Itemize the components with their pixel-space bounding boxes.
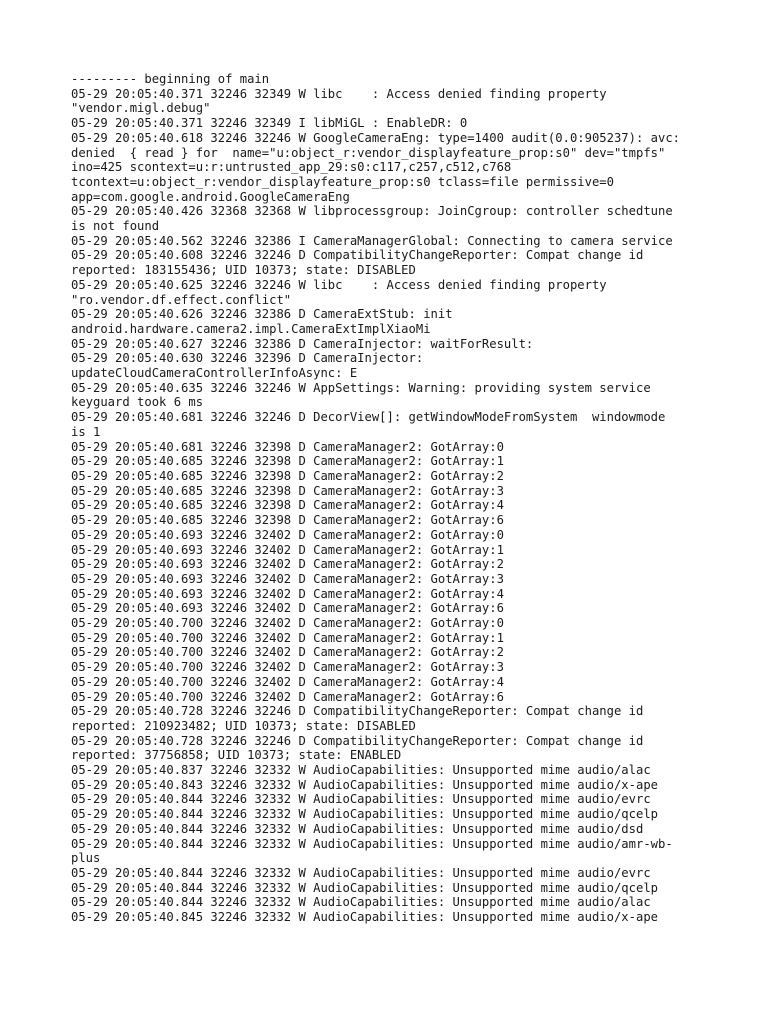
- log-line: 05-29 20:05:40.630 32246 32396 D CameraInjector:: [71, 351, 424, 366]
- log-line: 05-29 20:05:40.693 32246 32402 D CameraManager2: GotArray:6: [71, 601, 504, 616]
- log-line: ino=425 scontext=u:r:untrusted_app_29:s0:c117,c257,c512,c768: [71, 160, 512, 175]
- log-line: 05-29 20:05:40.693 32246 32402 D CameraManager2: GotArray:4: [71, 586, 504, 601]
- log-line: 05-29 20:05:40.627 32246 32386 D CameraInjector: waitForResult:: [71, 336, 534, 351]
- log-line: reported: 210923482; UID 10373; state: DISABLED: [71, 718, 416, 733]
- log-line: 05-29 20:05:40.626 32246 32386 D CameraExtStub: init: [71, 307, 453, 322]
- log-line: denied { read } for name="u:object_r:vendor_displayfeature_prop:s0" dev="tmpfs": [71, 145, 666, 160]
- log-line: 05-29 20:05:40.843 32246 32332 W AudioCapabilities: Unsupported mime audio/x-ape: [71, 777, 658, 792]
- log-line: 05-29 20:05:40.681 32246 32246 D DecorView[]: getWindowModeFromSystem windowmode: [71, 410, 666, 425]
- log-line: 05-29 20:05:40.618 32246 32246 W GoogleCameraEng: type=1400 audit(0.0:905237): avc:: [71, 130, 681, 145]
- log-line: 05-29 20:05:40.685 32246 32398 D CameraManager2: GotArray:3: [71, 483, 504, 498]
- log-line: 05-29 20:05:40.681 32246 32398 D CameraManager2: GotArray:0: [71, 439, 504, 454]
- log-line: 05-29 20:05:40.700 32246 32402 D CameraManager2: GotArray:4: [71, 674, 504, 689]
- log-line: 05-29 20:05:40.844 32246 32332 W AudioCapabilities: Unsupported mime audio/qcelp: [71, 880, 658, 895]
- log-line: "ro.vendor.df.effect.conflict": [71, 292, 292, 307]
- log-line: 05-29 20:05:40.693 32246 32402 D CameraManager2: GotArray:1: [71, 542, 504, 557]
- log-line: 05-29 20:05:40.844 32246 32332 W AudioCapabilities: Unsupported mime audio/amr-wb-: [71, 836, 673, 851]
- log-line: 05-29 20:05:40.635 32246 32246 W AppSettings: Warning: providing system service: [71, 380, 651, 395]
- log-line: 05-29 20:05:40.625 32246 32246 W libc : Access denied finding property: [71, 277, 607, 292]
- log-line: 05-29 20:05:40.693 32246 32402 D CameraManager2: GotArray:0: [71, 527, 504, 542]
- log-line: 05-29 20:05:40.844 32246 32332 W AudioCapabilities: Unsupported mime audio/dsd: [71, 821, 644, 836]
- log-line: is not found: [71, 219, 160, 234]
- log-line: 05-29 20:05:40.685 32246 32398 D CameraManager2: GotArray:4: [71, 498, 504, 513]
- log-line: app=com.google.android.GoogleCameraEng: [71, 189, 350, 204]
- log-line: reported: 183155436; UID 10373; state: DISABLED: [71, 263, 416, 278]
- log-line: updateCloudCameraControllerInfoAsync: E: [71, 366, 358, 381]
- log-line: 05-29 20:05:40.728 32246 32246 D CompatibilityChangeReporter: Compat change id: [71, 733, 644, 748]
- log-line: 05-29 20:05:40.700 32246 32402 D CameraManager2: GotArray:0: [71, 616, 504, 631]
- log-output: [71, 72, 711, 925]
- log-line: 05-29 20:05:40.844 32246 32332 W AudioCapabilities: Unsupported mime audio/alac: [71, 895, 651, 910]
- log-line: 05-29 20:05:40.371 32246 32349 I libMiGL : EnableDR: 0: [71, 116, 468, 131]
- log-line: 05-29 20:05:40.685 32246 32398 D CameraManager2: GotArray:6: [71, 513, 504, 528]
- log-line: "vendor.migl.debug": [71, 101, 211, 116]
- log-line: android.hardware.camera2.impl.CameraExtImplXiaoMi: [71, 321, 431, 336]
- log-line: 05-29 20:05:40.693 32246 32402 D CameraManager2: GotArray:3: [71, 571, 504, 586]
- log-line: 05-29 20:05:40.728 32246 32246 D CompatibilityChangeReporter: Compat change id: [71, 704, 644, 719]
- log-line: 05-29 20:05:40.426 32368 32368 W libprocessgroup: JoinCgroup: controller schedtune: [71, 204, 673, 219]
- log-line: 05-29 20:05:40.562 32246 32386 I CameraManagerGlobal: Connecting to camera service: [71, 233, 673, 248]
- log-line: 05-29 20:05:40.608 32246 32246 D CompatibilityChangeReporter: Compat change id: [71, 248, 644, 263]
- log-line: 05-29 20:05:40.700 32246 32402 D CameraManager2: GotArray:3: [71, 660, 504, 675]
- log-line: 05-29 20:05:40.685 32246 32398 D CameraManager2: GotArray:1: [71, 454, 504, 469]
- log-line: 05-29 20:05:40.700 32246 32402 D CameraManager2: GotArray:2: [71, 645, 504, 660]
- log-line: --------- beginning of main: [71, 72, 270, 86]
- log-line: 05-29 20:05:40.845 32246 32332 W AudioCapabilities: Unsupported mime audio/x-ape: [71, 910, 658, 925]
- log-line: tcontext=u:object_r:vendor_displayfeature_prop:s0 tclass=file permissive=0: [71, 174, 614, 189]
- log-line: 05-29 20:05:40.844 32246 32332 W AudioCapabilities: Unsupported mime audio/qcelp: [71, 807, 658, 822]
- log-line: 05-29 20:05:40.844 32246 32332 W AudioCapabilities: Unsupported mime audio/evrc: [71, 865, 651, 880]
- log-line: 05-29 20:05:40.693 32246 32402 D CameraManager2: GotArray:2: [71, 557, 504, 572]
- log-line: is 1: [71, 424, 101, 439]
- log-line: reported: 37756858; UID 10373; state: ENABLED: [71, 748, 402, 763]
- log-line: 05-29 20:05:40.685 32246 32398 D CameraManager2: GotArray:2: [71, 468, 504, 483]
- log-line: 05-29 20:05:40.700 32246 32402 D CameraManager2: GotArray:6: [71, 689, 504, 704]
- log-line: 05-29 20:05:40.371 32246 32349 W libc : Access denied finding property: [71, 86, 607, 101]
- log-line: 05-29 20:05:40.844 32246 32332 W AudioCapabilities: Unsupported mime audio/evrc: [71, 792, 651, 807]
- log-line: plus: [71, 851, 101, 866]
- log-line: 05-29 20:05:40.837 32246 32332 W AudioCapabilities: Unsupported mime audio/alac: [71, 763, 651, 778]
- log-line: 05-29 20:05:40.700 32246 32402 D CameraManager2: GotArray:1: [71, 630, 504, 645]
- log-line: keyguard took 6 ms: [71, 395, 204, 410]
